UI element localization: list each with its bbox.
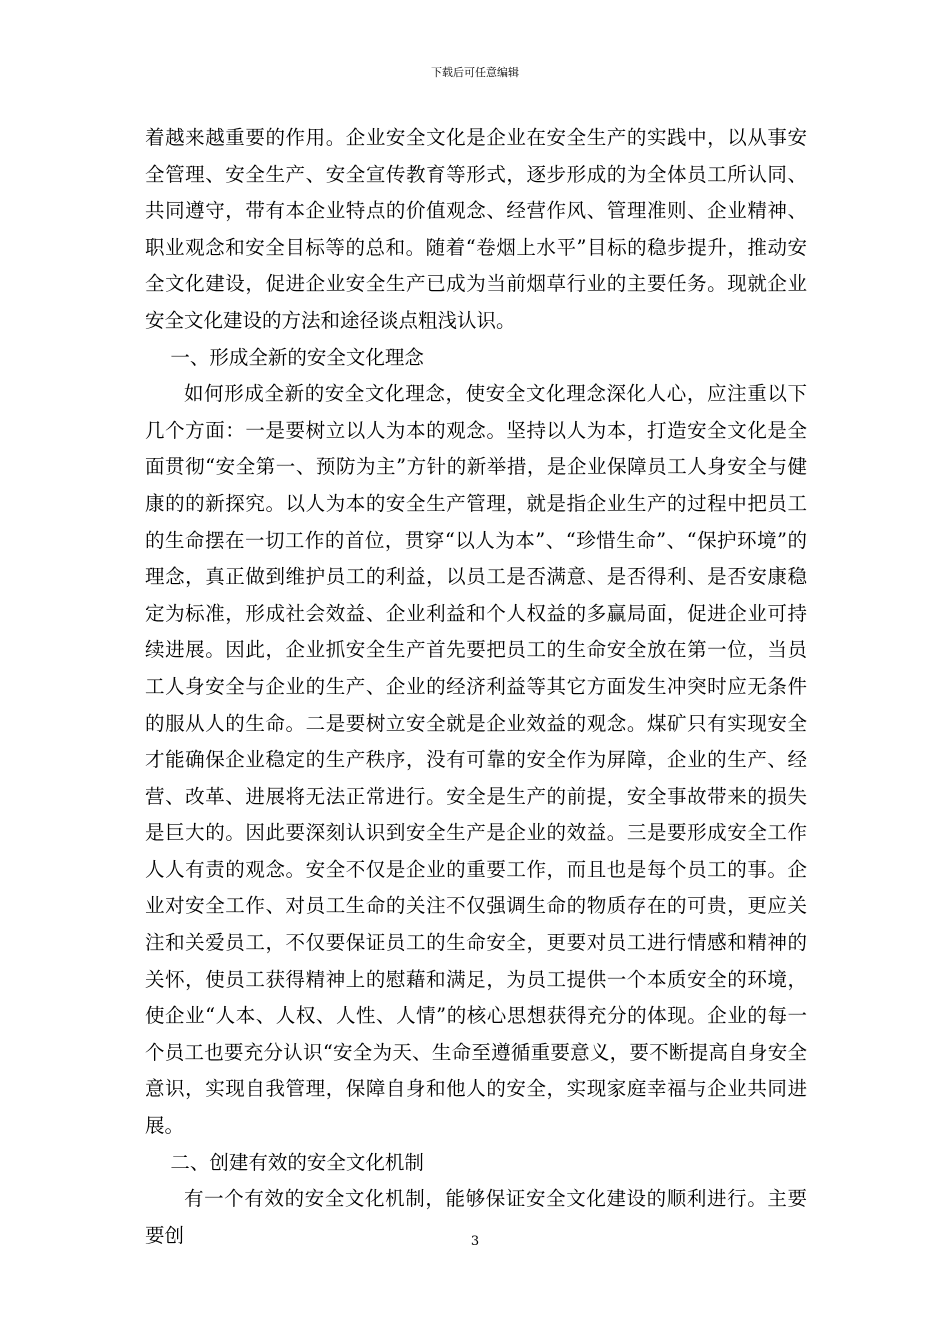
document-body xyxy=(145,120,807,1254)
page-number: 3 xyxy=(470,1234,480,1249)
section-heading-2: 二、创建有效的安全文化机制 xyxy=(170,1150,424,1174)
paragraph-section-1: 如何形成全新的安全文化理念，使安全文化理念深化人心，应注重以下几个方面：一是要树立以人为本的观念。坚持以人为本，打造安全文化是全面贯彻“安全第一、预防为主”方针的新举措，是企业保障员工人身安全与健康的的新探究。以人为本的安全生产管理，就是指企业生产的过程中把员工的生命摆在一切工作的首位，贯穿“以人为本”、“珍惜生命”、“保护环境”的理念，真正做到维护员工的利益，以员工是否满意、是否得利、是否安康稳定为标准，形成社会效益、企业利益和个人权益的多赢局面，促进企业可持续进展。因此，企业抓安全生产首先要把员工的生命安全放在第一位，当员工人身安全与企业的生产、企业的经济利益等其它方面发生冲突时应无条件的服从人的生命。二是要树立安全就是企业效益的观念。煤矿只有实现安全才能确保企业稳定的生产秩序，没有可靠的安全作为屏障，企业的生产、经营、改革、进展将无法正常进行。安全是生产的前提，安全事故带来的损失是巨大的。因此要深刻认识到安全生产是企业的效益。三是要形成安全工作人人有责的观念。安全不仅是企业的重要工作，而且也是每个员工的事。企业对安全工作、对员工生命的关注不仅强调生命的物质存在的可贵，更应关注和关爱员工，不仅要保证员工的生命安全，更要对员工进行情感和精神的关怀，使员工获得精神上的慰藉和满足，为员工提供一个本质安全的环境，使企业“人本、人权、人性、人情”的核心思想获得充分的体现。企业的每一个员工也要充分认识“安全为天、生命至遵循重要意义，要不断提高自身安全意识，实现自我管理，保障自身和他人的安全，实现家庭幸福与企业共同进展。 xyxy=(145,382,807,1138)
section-heading-1: 一、形成全新的安全文化理念 xyxy=(170,345,424,369)
paragraph-section-2: 有一个有效的安全文化机制，能够保证安全文化建设的顺利进行。主要要创 xyxy=(145,1187,807,1247)
page-header: 下载后可任意编辑 xyxy=(431,66,519,79)
paragraph-continuation: 着越来越重要的作用。企业安全文化是企业在安全生产的实践中，以从事安全管理、安全生产、安全宣传教育等形式，逐步形成的为全体员工所认同、共同遵守，带有本企业特点的价值观念、经营作风、管理准则、企业精神、职业观念和安全目标等的总和。随着“卷烟上水平”目标的稳步提升，推动安全文化建设，促进企业安全生产已成为当前烟草行业的主要任务。现就企业安全文化建设的方法和途径谈点粗浅认识。 xyxy=(145,126,807,332)
